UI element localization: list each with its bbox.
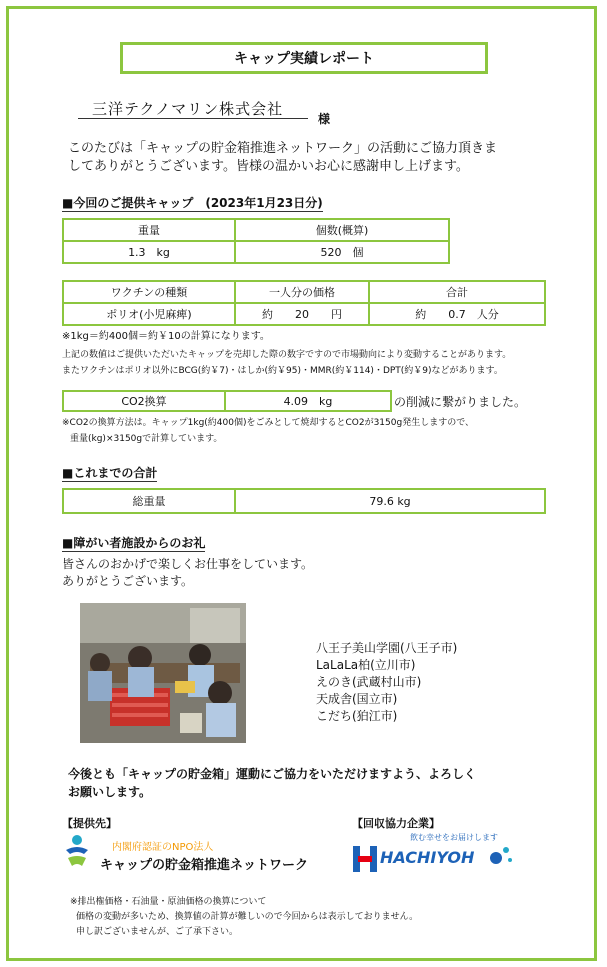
co2-note-1: ※CO2の換算方法は。キャップ1kg(約400個)をごみとして焼却するとCO2が3150g発生しますので、 — [62, 418, 475, 428]
provider-label: 【提供先】 — [62, 817, 117, 830]
company-underline — [78, 118, 308, 119]
facility-item: LaLaLa柏(立川市) — [316, 658, 416, 672]
current-table — [62, 218, 450, 264]
facility-item: 八王子美山学園(八王子市) — [316, 641, 458, 655]
co2-box — [62, 390, 392, 412]
closing-message: 今後とも「キャップの貯金箱」運動にご協力をいただけますよう、よろしく お願いします。 — [68, 767, 477, 799]
vaccine-note-3: またワクチンはポリオ以外にBCG(約￥7)・はしか(約￥95)・MMR(約￥114)・DPT(約￥9)などがあります。 — [62, 366, 503, 376]
hachiyoh-logo-icon — [352, 842, 378, 874]
honorific: 様 — [318, 112, 331, 126]
total-table — [62, 488, 546, 514]
total-weight-label: 総重量 — [63, 489, 235, 513]
collector-tagline: 飲む幸せをお届けします — [410, 833, 498, 842]
facility-item: えのき(武蔵村山市) — [316, 675, 422, 689]
thanks-heading: ■障がい者施設からのお礼 — [62, 536, 206, 550]
count-header: 個数(概算) — [235, 219, 449, 241]
facility-item: こだち(狛江市) — [316, 709, 398, 723]
vaccine-note-2: 上記の数値はご提供いただいたキャップを売却した際の数字ですので市場動向により変動することがあります。 — [62, 350, 512, 360]
co2-suffix: の削減に繋がりました。 — [394, 395, 527, 409]
co2-value: 4.09 kg — [283, 395, 333, 408]
vaccine-note-1: ※1kg＝約400個＝約￥10の計算になります。 — [62, 331, 270, 342]
company-name: 三洋テクノマリン株式会社 — [92, 100, 284, 118]
intro-text: このたびは「キャップの貯金箱推進ネットワーク」の活動にご協力頂きま してありがとうございます。皆様の温かいお心に感謝申し上げます。 — [68, 141, 498, 174]
vaccine-price-header: 一人分の価格 — [235, 281, 369, 303]
collector-label: 【回収協力企業】 — [352, 817, 440, 830]
weight-value: 1.3 kg — [63, 241, 235, 263]
npo-logo-icon — [62, 832, 92, 870]
current-heading: ■今回のご提供キャップ (2023年1月23日分) — [62, 196, 323, 210]
thanks-message: 皆さんのおかげで楽しくお仕事をしています。 ありがとうございます。 — [62, 557, 314, 588]
total-heading: ■これまでの合計 — [62, 466, 158, 480]
facility-item: 天成舎(国立市) — [316, 692, 398, 706]
count-value: 520 個 — [235, 241, 449, 263]
total-weight-value: 79.6 kg — [235, 489, 545, 513]
provider-org-sub: 内閣府認証のNPO法人 — [112, 842, 214, 853]
vaccine-type-header: ワクチンの種類 — [63, 281, 235, 303]
collector-name: HACHIYOH — [380, 848, 475, 867]
weight-header: 重量 — [63, 219, 235, 241]
footer-note: ※排出権価格・石油量・原油価格の換算について 価格の変動が多いため、換算値の計算が難しいので今回からは表示しておりません。 申し訳ございませんが、ご了承下さい。 — [70, 897, 419, 937]
provider-org-name: キャップの貯金箱推進ネットワーク — [100, 858, 309, 873]
workshop-photo-illustration — [80, 603, 246, 743]
vaccine-price-value: 約 20 円 — [235, 303, 369, 325]
co2-note-2: 重量(kg)×3150gで計算しています。 — [70, 434, 223, 444]
report-title: キャップ実績レポート — [120, 42, 488, 74]
facility-list — [316, 640, 457, 725]
vaccine-total-header: 合計 — [369, 281, 545, 303]
vaccine-type-value: ポリオ(小児麻痺) — [63, 303, 235, 325]
co2-label: CO2換算 — [64, 392, 226, 410]
vaccine-total-value: 約 0.7 人分 — [369, 303, 545, 325]
bubbles-icon — [488, 844, 514, 866]
vaccine-table — [62, 280, 546, 326]
facility-photo — [80, 603, 246, 743]
